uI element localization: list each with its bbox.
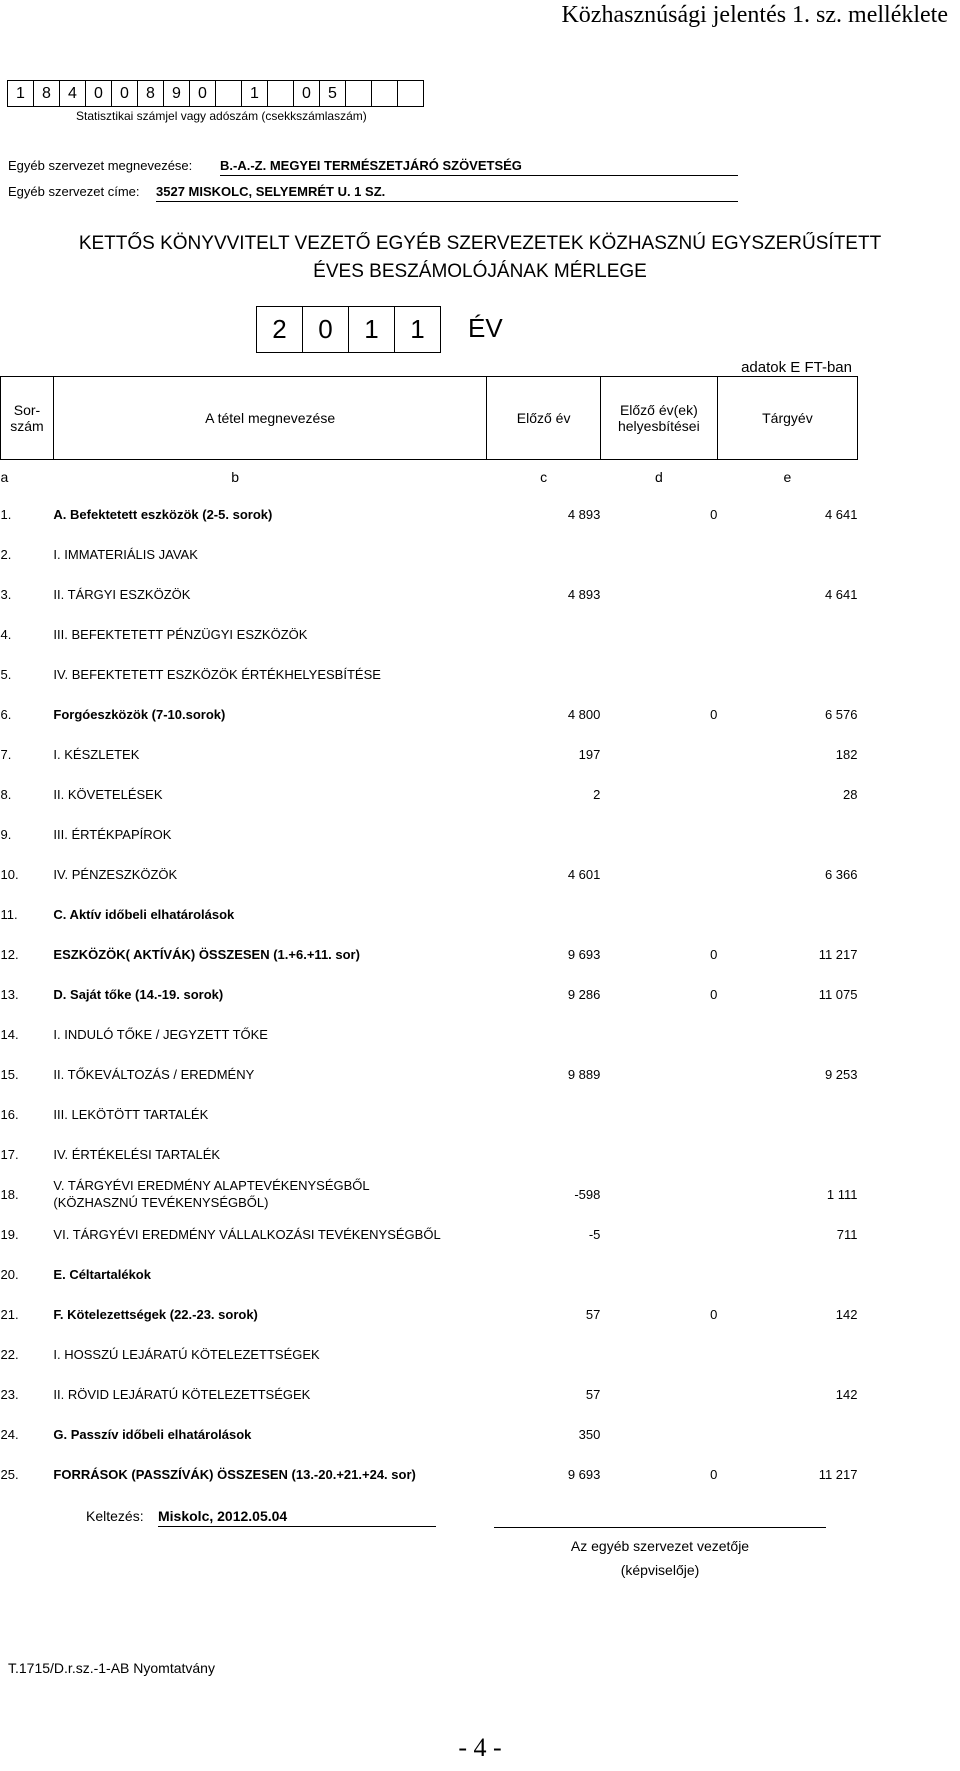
row-adjustment	[600, 854, 717, 894]
row-adjustment: 0	[710, 1466, 718, 1482]
row-adjustment	[600, 1014, 717, 1054]
row-current-year: 4 641	[824, 506, 858, 522]
tax-digit-box	[215, 80, 242, 107]
table-row	[1, 1254, 858, 1294]
row-adjustment	[600, 1054, 717, 1094]
row-current-year: 182	[835, 746, 858, 762]
row-item-name: II. RÖVID LEJÁRATÚ KÖTELEZETTSÉGEK	[53, 1386, 311, 1402]
row-number: 18.	[0, 1186, 19, 1202]
row-current-year	[717, 894, 857, 934]
table-row	[1, 1374, 858, 1414]
report-title-line1: KETTŐS KÖNYVVITELT VEZETŐ EGYÉB SZERVEZETEK KÖZHASZNÚ EGYSZERŰSÍTETT	[78, 233, 882, 254]
tax-digit-box: 8	[137, 80, 164, 107]
org-address-value: 3527 MISKOLC, SELYEMRÉT U. 1 SZ.	[156, 184, 738, 202]
tax-digit-box: 8	[33, 80, 60, 107]
column-letter-d: d	[654, 469, 663, 485]
row-previous-year: 2	[593, 786, 601, 802]
row-item-name: III. BEFEKTETETT PÉNZÜGYI ESZKÖZÖK	[53, 626, 308, 642]
row-number: 19.	[0, 1226, 19, 1242]
tax-digit-box: 0	[111, 80, 138, 107]
tax-digit-box: 0	[85, 80, 112, 107]
tax-number-label: Statisztikai számjel vagy adószám (csekkszámlaszám)	[76, 109, 367, 123]
row-current-year	[717, 1334, 857, 1374]
tax-digit-box	[397, 80, 424, 107]
row-adjustment	[600, 574, 717, 614]
row-previous-year: 4 893	[567, 586, 601, 602]
row-current-year: 142	[835, 1386, 858, 1402]
row-number: 23.	[0, 1386, 19, 1402]
row-current-year	[717, 1254, 857, 1294]
signature-line	[494, 1527, 826, 1528]
header-adjustments-line1: Előző év(ek)	[619, 402, 698, 418]
row-number: 24.	[0, 1426, 19, 1442]
header-previous-year: Előző év	[487, 377, 601, 460]
row-item-name: C. Aktív időbeli elhatárolások	[53, 906, 235, 922]
row-previous-year: -598	[574, 1186, 601, 1202]
year-suffix: ÉV	[468, 313, 503, 343]
row-item-name: IV. ÉRTÉKELÉSI TARTALÉK	[53, 1146, 221, 1162]
row-item-name: D. Saját tőke (14.-19. sorok)	[53, 986, 224, 1002]
row-number: 5.	[0, 666, 12, 682]
row-adjustment	[600, 534, 717, 574]
row-number: 3.	[0, 586, 12, 602]
row-number: 16.	[0, 1106, 19, 1122]
row-previous-year: 4 800	[567, 706, 601, 722]
tax-digit-box: 0	[293, 80, 320, 107]
tax-digit-box: 4	[59, 80, 86, 107]
row-previous-year: 4 893	[567, 506, 601, 522]
row-adjustment	[600, 654, 717, 694]
table-row	[1, 774, 858, 814]
row-item-name: VI. TÁRGYÉVI EREDMÉNY VÁLLALKOZÁSI TEVÉKENYSÉGBŐL	[53, 1226, 441, 1242]
row-number: 20.	[0, 1266, 19, 1282]
signature-caption-line2: (képviselője)	[620, 1562, 700, 1578]
table-row	[1, 1454, 858, 1494]
table-row	[1, 1294, 858, 1334]
row-previous-year: 9 693	[567, 946, 601, 962]
tax-digit-box: 1	[241, 80, 268, 107]
row-item-name: Forgóeszközök (7-10.sorok)	[53, 706, 226, 722]
row-current-year: 11 217	[818, 946, 858, 962]
tax-digit-box: 9	[163, 80, 190, 107]
year-digit-box: 1	[394, 306, 441, 353]
row-previous-year: 197	[578, 746, 601, 762]
row-current-year: 6 366	[824, 866, 858, 882]
row-current-year: 142	[835, 1306, 858, 1322]
row-current-year: 711	[836, 1226, 858, 1242]
row-item-name: E. Céltartalékok	[53, 1266, 151, 1282]
table-row	[1, 814, 858, 854]
table-row	[1, 934, 858, 974]
row-number: 8.	[0, 786, 12, 802]
row-previous-year: 9 889	[567, 1066, 601, 1082]
row-number: 17.	[0, 1146, 19, 1162]
year-digit-box: 2	[256, 306, 303, 353]
header-current-year: Tárgyév	[717, 377, 857, 460]
table-row	[1, 694, 858, 734]
header-row-number-line1: Sor-	[13, 402, 41, 418]
report-title-line2: ÉVES BESZÁMOLÓJÁNAK MÉRLEGE	[313, 261, 647, 282]
column-letters-row	[1, 460, 858, 495]
row-previous-year	[487, 1014, 601, 1054]
header-row-number-line2: szám	[10, 418, 44, 434]
row-current-year: 6 576	[824, 706, 858, 722]
row-adjustment: 0	[710, 706, 718, 722]
row-current-year	[717, 1414, 857, 1454]
row-adjustment	[600, 1214, 717, 1254]
header-item-name: A tétel megnevezése	[53, 377, 486, 460]
row-previous-year	[487, 534, 601, 574]
tax-digit-box	[345, 80, 372, 107]
row-adjustment: 0	[710, 946, 718, 962]
org-address-label: Egyéb szervezet címe:	[8, 184, 140, 199]
table-row	[1, 734, 858, 774]
row-current-year	[717, 614, 857, 654]
header-row-number	[1, 377, 54, 460]
table-row	[1, 894, 858, 934]
table-row	[1, 1414, 858, 1454]
row-number: 15.	[0, 1066, 19, 1082]
form-identifier: T.1715/D.r.sz.-1-AB Nyomtatvány	[8, 1660, 215, 1676]
row-current-year	[717, 1134, 857, 1174]
table-row	[1, 974, 858, 1014]
row-adjustment	[600, 814, 717, 854]
row-previous-year: 57	[585, 1386, 601, 1402]
row-number: 21.	[0, 1306, 19, 1322]
row-number: 14.	[0, 1026, 19, 1042]
row-current-year	[717, 1094, 857, 1134]
row-item-name: G. Passzív időbeli elhatárolások	[53, 1426, 252, 1442]
year-digit-box: 0	[302, 306, 349, 353]
row-item-name: FORRÁSOK (PASSZÍVÁK) ÖSSZESEN (13.-20.+21.+24. sor)	[53, 1466, 416, 1482]
row-number: 13.	[0, 986, 19, 1002]
row-adjustment: 0	[710, 1306, 718, 1322]
row-current-year: 4 641	[824, 586, 858, 602]
row-current-year	[717, 654, 857, 694]
row-item-name: F. Kötelezettségek (22.-23. sorok)	[53, 1306, 258, 1322]
row-item-name: I. HOSSZÚ LEJÁRATÚ KÖTELEZETTSÉGEK	[53, 1346, 320, 1362]
row-item-name: V. TÁRGYÉVI EREDMÉNY ALAPTEVÉKENYSÉGBŐL (KÖZHASZNÚ TEVÉKENYSÉGBŐL)	[53, 1178, 370, 1210]
row-item-name: II. TŐKEVÁLTOZÁS / EREDMÉNY	[53, 1066, 255, 1082]
row-item-name: III. LEKÖTÖTT TARTALÉK	[53, 1106, 209, 1122]
row-current-year: 1 111	[826, 1186, 858, 1202]
row-number: 11.	[0, 906, 18, 922]
table-row	[1, 574, 858, 614]
table-row	[1, 614, 858, 654]
row-current-year	[717, 1014, 857, 1054]
org-name-label: Egyéb szervezet megnevezése:	[8, 158, 193, 173]
row-item-name: I. INDULÓ TŐKE / JEGYZETT TŐKE	[53, 1026, 268, 1042]
table-row	[1, 1054, 858, 1094]
table-row	[1, 534, 858, 574]
page-header-title: Közhasznúsági jelentés 1. sz. melléklete	[561, 2, 948, 28]
row-number: 25.	[0, 1466, 19, 1482]
tax-digit-box: 5	[319, 80, 346, 107]
row-current-year: 28	[843, 786, 858, 802]
row-number: 6.	[0, 706, 12, 722]
row-item-name: II. KÖVETELÉSEK	[53, 786, 163, 802]
row-item-name: I. IMMATERIÁLIS JAVAK	[53, 546, 198, 562]
row-adjustment	[600, 1254, 717, 1294]
row-previous-year: 9 693	[567, 1466, 601, 1482]
row-previous-year	[487, 1334, 601, 1374]
page-number: - 4 -	[458, 1733, 502, 1762]
row-adjustment	[600, 1334, 717, 1374]
table-row	[1, 1134, 858, 1174]
row-previous-year	[487, 1134, 601, 1174]
row-previous-year	[487, 654, 601, 694]
balance-sheet-table	[0, 376, 858, 1494]
table-row	[1, 1214, 858, 1254]
row-previous-year: 350	[578, 1426, 601, 1442]
row-adjustment	[600, 894, 717, 934]
date-label: Keltezés:	[86, 1508, 144, 1524]
table-row	[1, 1094, 858, 1134]
row-item-name: ESZKÖZÖK( AKTÍVÁK) ÖSSZESEN (1.+6.+11. sor)	[53, 946, 360, 962]
row-item-name: III. ÉRTÉKPAPÍROK	[53, 826, 172, 842]
table-row	[1, 1014, 858, 1054]
header-adjustments	[600, 377, 717, 460]
row-number: 22.	[0, 1346, 19, 1362]
table-row	[1, 494, 858, 534]
tax-digit-box: 1	[7, 80, 34, 107]
table-row	[1, 854, 858, 894]
row-adjustment: 0	[710, 506, 718, 522]
row-adjustment	[600, 614, 717, 654]
table-row	[1, 1174, 858, 1214]
row-previous-year: 9 286	[567, 986, 601, 1002]
row-previous-year	[487, 1254, 601, 1294]
column-letter-a: a	[0, 469, 9, 485]
row-number: 2.	[0, 546, 12, 562]
row-previous-year	[487, 894, 601, 934]
row-previous-year	[487, 1094, 601, 1134]
tax-digit-box	[371, 80, 398, 107]
row-current-year: 11 075	[818, 986, 858, 1002]
row-adjustment	[600, 774, 717, 814]
row-item-name: IV. PÉNZESZKÖZÖK	[53, 866, 178, 882]
row-item-name: IV. BEFEKTETETT ESZKÖZÖK ÉRTÉKHELYESBÍTÉSE	[53, 666, 381, 682]
tax-digit-box: 0	[189, 80, 216, 107]
row-current-year	[717, 814, 857, 854]
table-row	[1, 654, 858, 694]
row-number: 9.	[0, 826, 12, 842]
column-letter-c: c	[540, 469, 548, 485]
row-adjustment	[600, 1174, 717, 1214]
row-current-year: 9 253	[824, 1066, 858, 1082]
row-current-year	[717, 534, 857, 574]
row-adjustment	[600, 734, 717, 774]
year-boxes	[257, 306, 441, 353]
row-adjustment	[600, 1134, 717, 1174]
org-name-value: B.-A.-Z. MEGYEI TERMÉSZETJÁRÓ SZÖVETSÉG	[220, 158, 738, 176]
row-number: 10.	[0, 866, 19, 882]
row-item-name: A. Befektetett eszközök (2-5. sorok)	[53, 506, 273, 522]
unit-note: adatok E FT-ban	[741, 359, 852, 376]
row-adjustment	[600, 1094, 717, 1134]
signature-caption-line1: Az egyéb szervezet vezetője	[570, 1538, 750, 1554]
row-previous-year	[487, 614, 601, 654]
row-previous-year	[487, 814, 601, 854]
row-current-year: 11 217	[818, 1466, 858, 1482]
row-number: 4.	[0, 626, 12, 642]
row-previous-year: 4 601	[567, 866, 601, 882]
row-item-name: II. TÁRGYI ESZKÖZÖK	[53, 586, 191, 602]
column-letter-e: e	[783, 469, 792, 485]
column-letter-b: b	[231, 469, 240, 485]
tax-digit-box	[267, 80, 294, 107]
year-digit-box: 1	[348, 306, 395, 353]
row-adjustment	[600, 1414, 717, 1454]
row-number: 12.	[0, 946, 19, 962]
row-number: 1.	[0, 506, 12, 522]
row-previous-year: 57	[585, 1306, 601, 1322]
row-adjustment: 0	[710, 986, 718, 1002]
row-adjustment	[600, 1374, 717, 1414]
row-number: 7.	[0, 746, 12, 762]
header-adjustments-line2: helyesbítései	[617, 418, 700, 434]
table-row	[1, 1334, 858, 1374]
date-value: Miskolc, 2012.05.04	[158, 1508, 436, 1527]
row-item-name: I. KÉSZLETEK	[53, 746, 140, 762]
row-previous-year: -5	[588, 1226, 601, 1242]
tax-number-boxes	[8, 80, 424, 107]
